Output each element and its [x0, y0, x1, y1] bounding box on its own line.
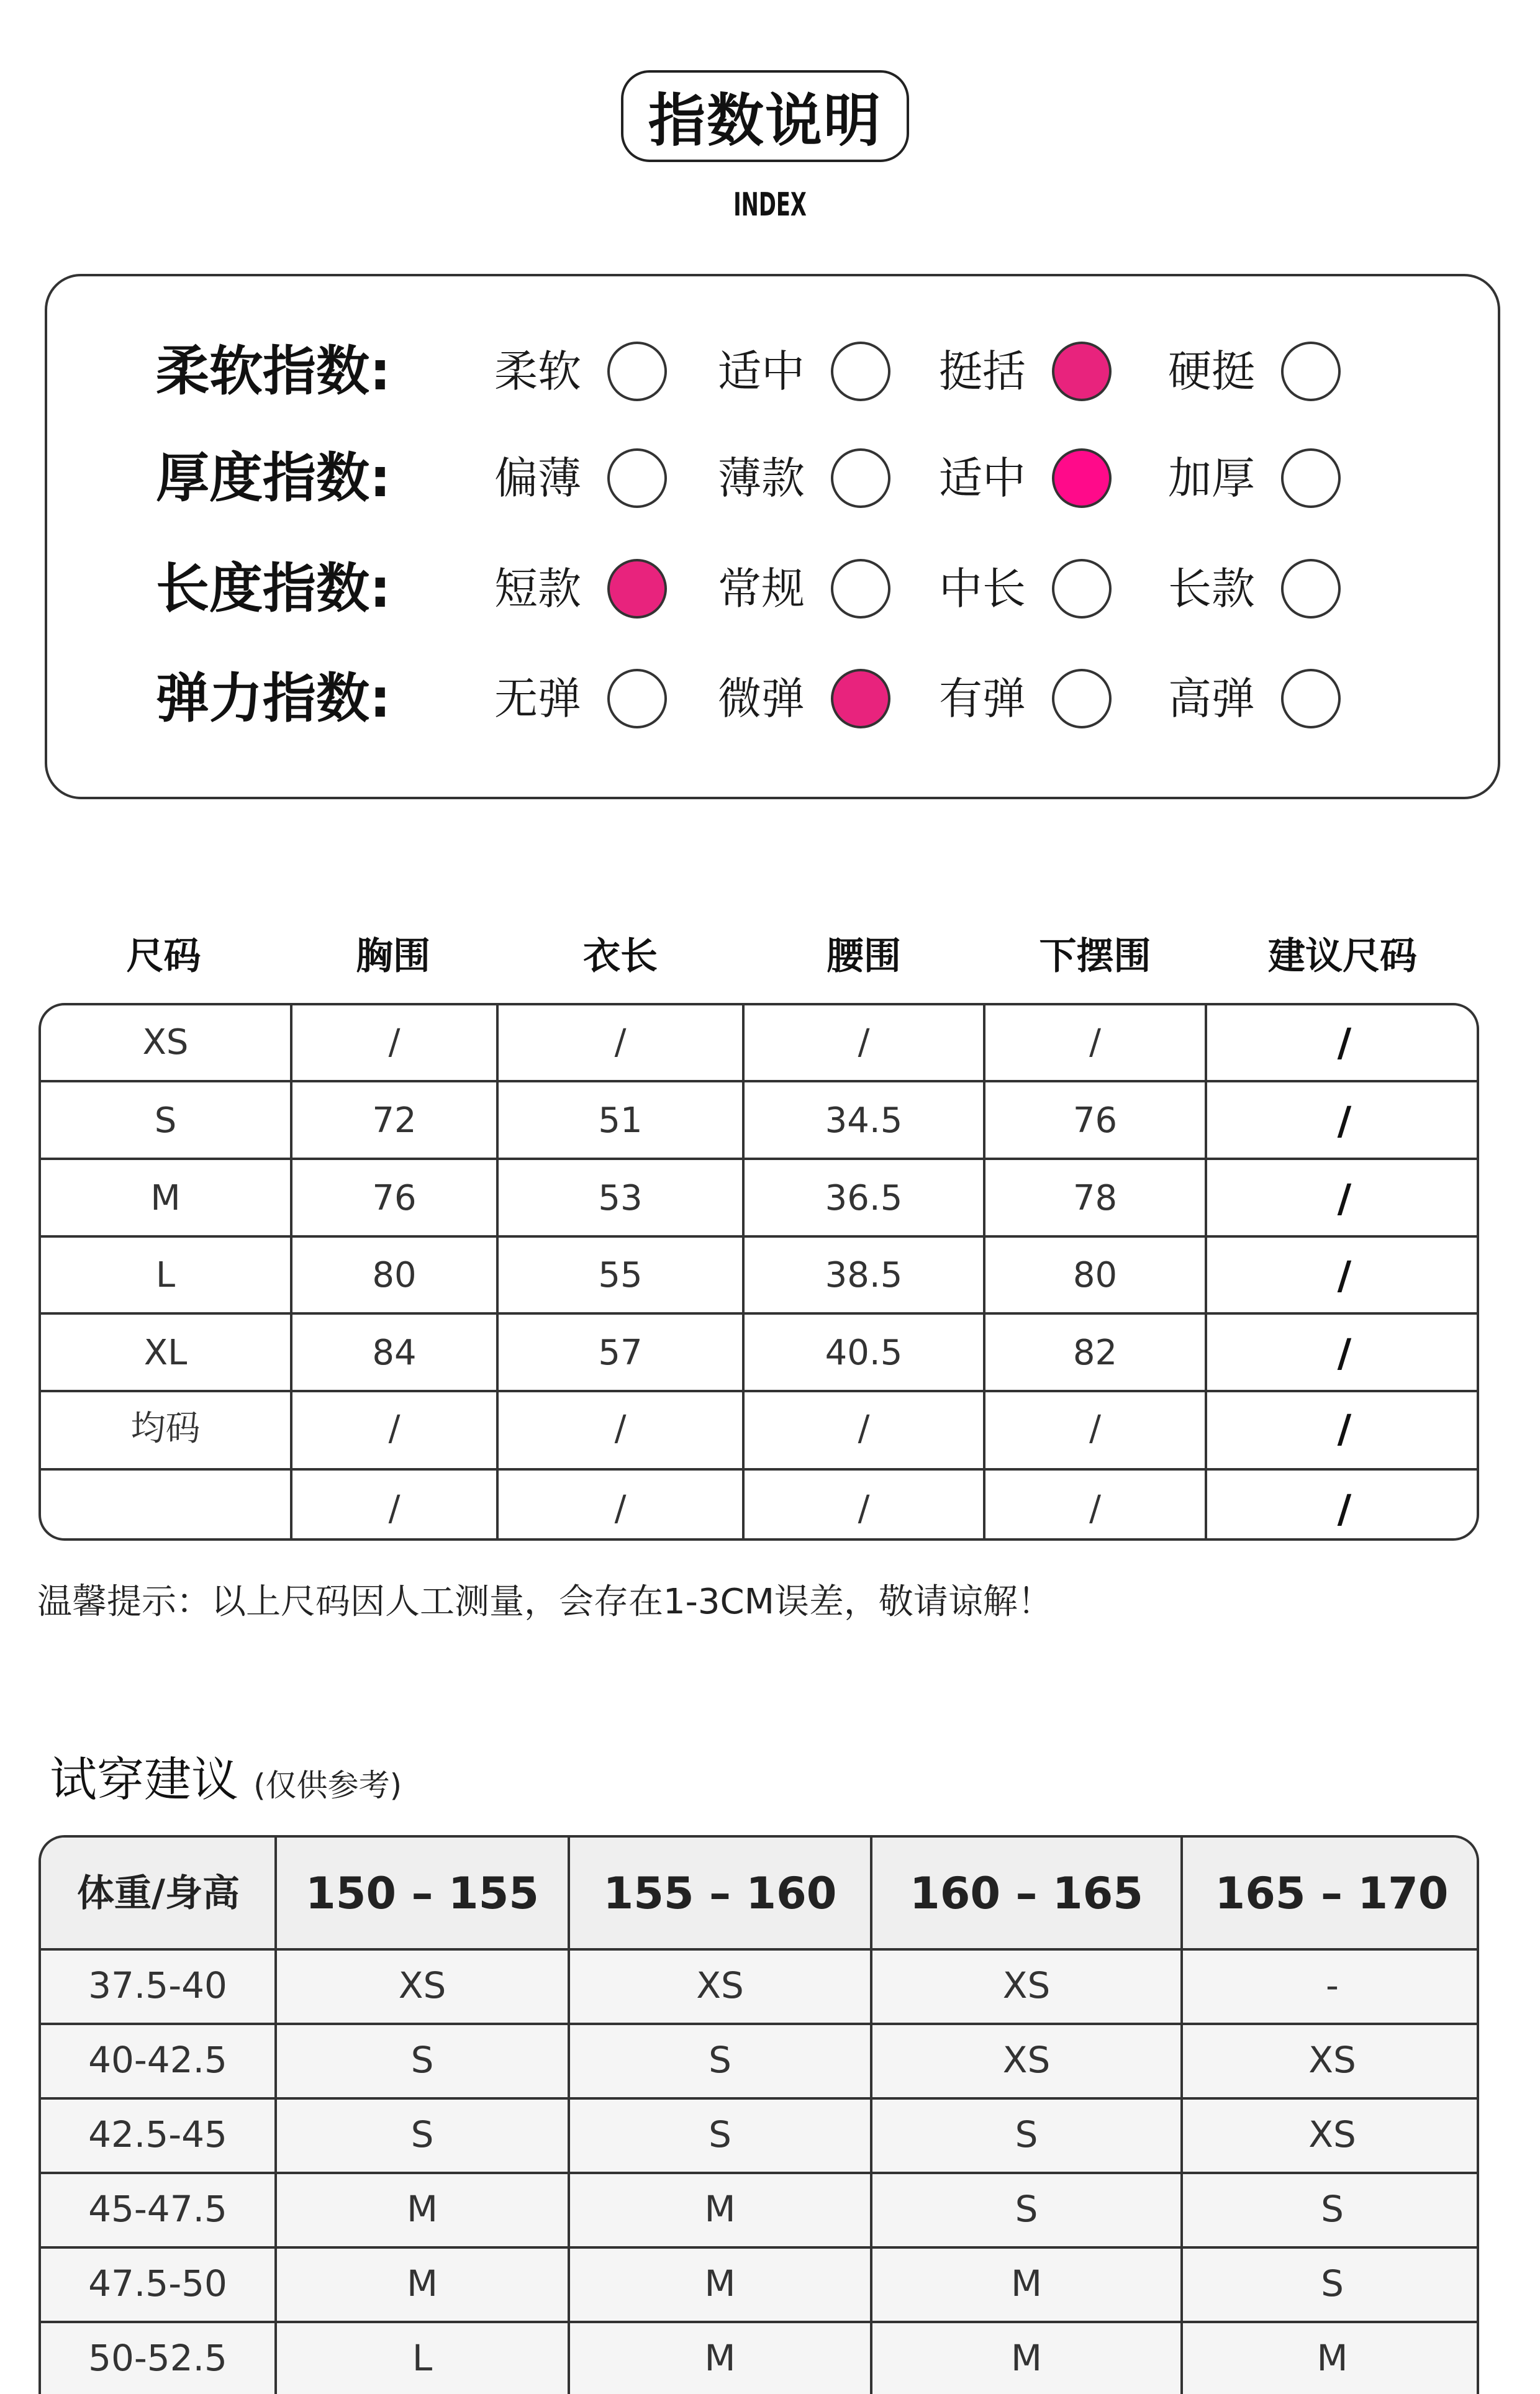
table-cell: XL	[143, 1333, 188, 1373]
table-cell: 34.5	[825, 1100, 903, 1141]
column-header: 体重/身高	[77, 1872, 240, 1915]
table-cell: 80	[1072, 1255, 1118, 1295]
table-cell: /	[858, 1489, 870, 1529]
table-cell: /	[1337, 1486, 1352, 1531]
fit-table-header	[41, 1838, 1477, 1949]
table-cell: S	[1321, 2188, 1344, 2230]
table-cell: XS	[1308, 2113, 1356, 2156]
table-cell: XS	[696, 1964, 744, 2006]
index-label: 长度指数:	[156, 558, 391, 620]
table-cell: 47.5-50	[88, 2262, 227, 2305]
table-cell: S	[410, 2039, 434, 2081]
column-header: 160 – 165	[910, 1868, 1143, 1919]
table-cell: -	[1326, 1964, 1339, 2006]
fit-title-text: 试穿建议	[50, 1752, 238, 1807]
table-cell: M	[704, 2262, 736, 2305]
column-header: 155 – 160	[603, 1868, 837, 1919]
table-cell: 40.5	[825, 1333, 903, 1373]
radio-filled-icon	[831, 669, 890, 728]
table-cell: /	[858, 1408, 870, 1449]
table-cell: S	[709, 2039, 732, 2081]
table-cell: M	[704, 2188, 736, 2230]
table-cell: XS	[142, 1022, 189, 1063]
table-cell: 76	[372, 1178, 417, 1218]
radio-circle-icon	[607, 448, 667, 508]
table-cell: /	[1337, 1406, 1352, 1451]
table-row	[41, 1004, 1477, 1082]
table-cell: /	[1337, 1098, 1352, 1143]
table-cell: S	[154, 1100, 177, 1141]
table-cell: M	[1316, 2337, 1348, 2379]
table-cell: /	[614, 1022, 627, 1063]
column-header: 腰围	[827, 935, 901, 978]
column-header: 165 – 170	[1215, 1868, 1449, 1919]
table-cell: XS	[1002, 2039, 1051, 2081]
radio-circle-icon	[831, 559, 890, 619]
table-cell: 80	[372, 1255, 417, 1295]
column-header: 150 – 155	[306, 1868, 539, 1919]
index-row-softness: 柔软指数: 柔软 适中 挺括 硬挺	[47, 334, 1498, 409]
table-cell: 76	[1072, 1100, 1118, 1141]
table-cell: /	[388, 1408, 401, 1449]
table-cell: 均码	[130, 1408, 201, 1449]
radio-circle-icon	[1281, 342, 1341, 401]
table-cell: /	[1337, 1330, 1352, 1376]
fit-title	[50, 1742, 402, 1810]
table-cell: XS	[398, 1964, 446, 2006]
table-cell: /	[1337, 1176, 1352, 1221]
fit-table	[38, 1835, 1479, 2394]
table-cell: 57	[598, 1333, 643, 1373]
radio-circle-icon	[1052, 669, 1112, 728]
table-cell: /	[858, 1022, 870, 1063]
table-cell: M	[704, 2337, 736, 2379]
table-cell: M	[150, 1178, 181, 1218]
index-label: 厚度指数:	[156, 447, 391, 509]
table-cell: /	[614, 1489, 627, 1529]
radio-circle-icon	[1281, 559, 1341, 619]
table-cell: 78	[1072, 1178, 1118, 1218]
table-cell: 51	[598, 1100, 643, 1141]
table-cell: S	[709, 2113, 732, 2156]
table-cell: M	[406, 2262, 438, 2305]
page-title: 指数说明	[621, 70, 909, 162]
table-cell: 55	[598, 1255, 643, 1295]
size-table	[38, 1003, 1479, 1541]
column-header: 衣长	[583, 935, 658, 978]
table-cell: /	[1337, 1253, 1352, 1298]
table-row	[41, 1082, 1477, 1160]
table-cell: /	[614, 1408, 627, 1449]
table-cell: S	[410, 2113, 434, 2156]
table-cell: /	[1337, 1020, 1352, 1065]
column-header: 尺码	[126, 935, 201, 978]
radio-filled-icon	[607, 559, 667, 619]
table-cell: 37.5-40	[88, 1964, 227, 2006]
index-label: 柔软指数:	[156, 340, 391, 402]
table-cell: S	[1321, 2262, 1344, 2305]
table-row	[41, 2321, 1477, 2394]
table-cell: XS	[1002, 1964, 1051, 2006]
page-subtitle: INDEX	[733, 186, 807, 224]
table-cell	[41, 1470, 290, 1541]
table-cell: 50-52.5	[88, 2337, 227, 2379]
index-label: 弹力指数:	[156, 668, 391, 730]
table-cell: L	[155, 1255, 176, 1295]
table-cell: 82	[1072, 1333, 1118, 1373]
index-row-elasticity: 弹力指数: 无弹 微弹 有弹 高弹	[47, 661, 1498, 736]
table-row	[41, 1236, 1477, 1315]
table-cell: /	[388, 1489, 401, 1529]
table-cell: M	[406, 2188, 438, 2230]
index-row-thickness: 厚度指数: 偏薄 薄款 适中 加厚	[47, 441, 1498, 515]
radio-circle-icon	[1281, 448, 1341, 508]
table-cell: 84	[372, 1333, 417, 1373]
table-row	[41, 1948, 1477, 2023]
radio-filled-icon	[1052, 448, 1112, 508]
table-row	[41, 2172, 1477, 2246]
table-cell: 45-47.5	[88, 2188, 227, 2230]
fit-title-note: (仅供参考)	[253, 1767, 402, 1803]
table-cell: /	[1089, 1022, 1101, 1063]
table-cell: 36.5	[825, 1178, 903, 1218]
index-panel	[45, 274, 1500, 799]
radio-circle-icon	[831, 342, 890, 401]
radio-circle-icon	[1052, 559, 1112, 619]
table-cell: S	[1015, 2188, 1038, 2230]
table-row	[41, 2246, 1477, 2321]
table-cell: 42.5-45	[88, 2113, 227, 2156]
index-row-length: 长度指数: 短款 常规 中长 长款	[47, 551, 1498, 626]
table-row	[41, 1390, 1477, 1468]
radio-circle-icon	[607, 669, 667, 728]
measurement-note: 温馨提示：以上尺码因人工测量，会存在1-3CM误差，敬请谅解！	[37, 1582, 1053, 1622]
table-cell: /	[1089, 1408, 1101, 1449]
radio-circle-icon	[831, 448, 890, 508]
table-row	[41, 2097, 1477, 2172]
table-cell: /	[1089, 1489, 1101, 1529]
table-cell: L	[412, 2337, 433, 2379]
table-cell: 38.5	[825, 1255, 903, 1295]
column-header: 建议尺码	[1268, 935, 1417, 978]
table-cell: 72	[372, 1100, 417, 1141]
table-cell: XS	[1308, 2039, 1356, 2081]
table-row	[41, 1159, 1477, 1238]
radio-circle-icon	[1281, 669, 1341, 728]
table-cell: S	[1015, 2113, 1038, 2156]
table-cell: M	[1010, 2337, 1043, 2379]
table-cell: /	[388, 1022, 401, 1063]
table-cell: M	[1010, 2262, 1043, 2305]
table-cell: 40-42.5	[88, 2039, 227, 2081]
table-row	[41, 1470, 1477, 1541]
column-header: 下摆围	[1039, 935, 1151, 978]
table-row	[41, 1314, 1477, 1392]
radio-filled-icon	[1052, 342, 1112, 401]
table-cell: 53	[598, 1178, 643, 1218]
table-row	[41, 2023, 1477, 2097]
column-header: 胸围	[356, 935, 430, 978]
radio-circle-icon	[607, 342, 667, 401]
size-table-header	[38, 925, 1479, 987]
